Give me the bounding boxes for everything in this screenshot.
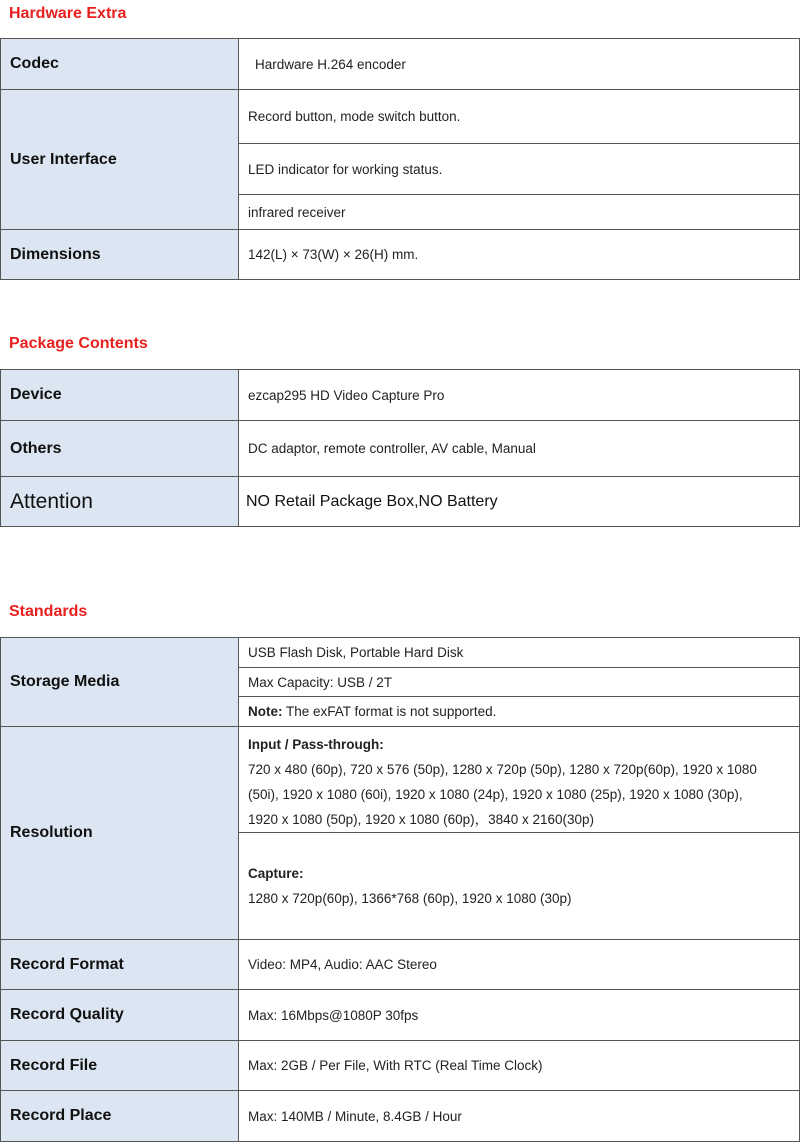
device-value: ezcap295 HD Video Capture Pro — [239, 370, 800, 421]
storage-value-2: Max Capacity: USB / 2T — [239, 668, 800, 697]
table-row — [1, 727, 800, 833]
table-row — [1, 940, 800, 990]
record-format-value: Video: MP4, Audio: AAC Stereo — [239, 940, 800, 990]
dimensions-label: Dimensions — [1, 230, 239, 280]
codec-label: Codec — [1, 39, 239, 90]
capture-cell — [239, 833, 800, 940]
user-interface-label: User Interface — [1, 90, 239, 230]
table-row — [1, 421, 800, 477]
storage-note-text: The exFAT format is not supported. — [282, 704, 497, 719]
table-row — [1, 230, 800, 280]
input-line-3: 1920 x 1080 (50p), 1920 x 1080 (60p)，3840 x 2160(30p) — [248, 812, 594, 827]
record-place-value: Max: 140MB / Minute, 8.4GB / Hour — [239, 1091, 800, 1142]
hardware-extra-table — [0, 38, 800, 280]
record-place-label: Record Place — [1, 1091, 239, 1142]
table-row — [1, 90, 800, 144]
input-passthrough-cell — [239, 727, 800, 833]
ui-value-3: infrared receiver — [239, 195, 800, 230]
standards-table — [0, 637, 800, 1142]
input-line-1: 720 x 480 (60p), 720 x 576 (50p), 1280 x 720p (50p), 1280 x 720p(60p), 1920 x 1080 — [248, 762, 757, 777]
package-contents-table — [0, 369, 800, 527]
section-title-standards: Standards — [9, 603, 88, 620]
section-title-package-contents: Package Contents — [9, 335, 148, 352]
codec-value: Hardware H.264 encoder — [239, 39, 800, 90]
capture-heading: Capture: — [248, 866, 304, 881]
record-quality-value: Max: 16Mbps@1080P 30fps — [239, 990, 800, 1041]
table-row — [1, 1041, 800, 1091]
record-format-label: Record Format — [1, 940, 239, 990]
section-title-hardware-extra: Hardware Extra — [9, 5, 127, 22]
storage-note — [239, 697, 800, 727]
table-row — [1, 638, 800, 668]
storage-note-label: Note: — [248, 704, 283, 719]
input-heading: Input / Pass-through: — [248, 737, 384, 752]
storage-media-label: Storage Media — [1, 638, 239, 727]
attention-label: Attention — [1, 477, 239, 527]
table-row — [1, 39, 800, 90]
record-file-value: Max: 2GB / Per File, With RTC (Real Time Clock) — [239, 1041, 800, 1091]
device-label: Device — [1, 370, 239, 421]
attention-value: NO Retail Package Box,NO Battery — [239, 477, 800, 527]
input-line-2: (50i), 1920 x 1080 (60i), 1920 x 1080 (24p), 1920 x 1080 (25p), 1920 x 1080 (30p), — [248, 787, 743, 802]
record-file-label: Record File — [1, 1041, 239, 1091]
resolution-label: Resolution — [1, 727, 239, 940]
capture-line: 1280 x 720p(60p), 1366*768 (60p), 1920 x 1080 (30p) — [248, 891, 572, 906]
table-row — [1, 477, 800, 527]
others-value: DC adaptor, remote controller, AV cable, Manual — [239, 421, 800, 477]
table-row — [1, 990, 800, 1041]
table-row — [1, 370, 800, 421]
others-label: Others — [1, 421, 239, 477]
table-row — [1, 1091, 800, 1142]
record-quality-label: Record Quality — [1, 990, 239, 1041]
ui-value-2: LED indicator for working status. — [239, 144, 800, 195]
storage-value-1: USB Flash Disk, Portable Hard Disk — [239, 638, 800, 668]
ui-value-1: Record button, mode switch button. — [239, 90, 800, 144]
dimensions-value: 142(L) × 73(W) × 26(H) mm. — [239, 230, 800, 280]
